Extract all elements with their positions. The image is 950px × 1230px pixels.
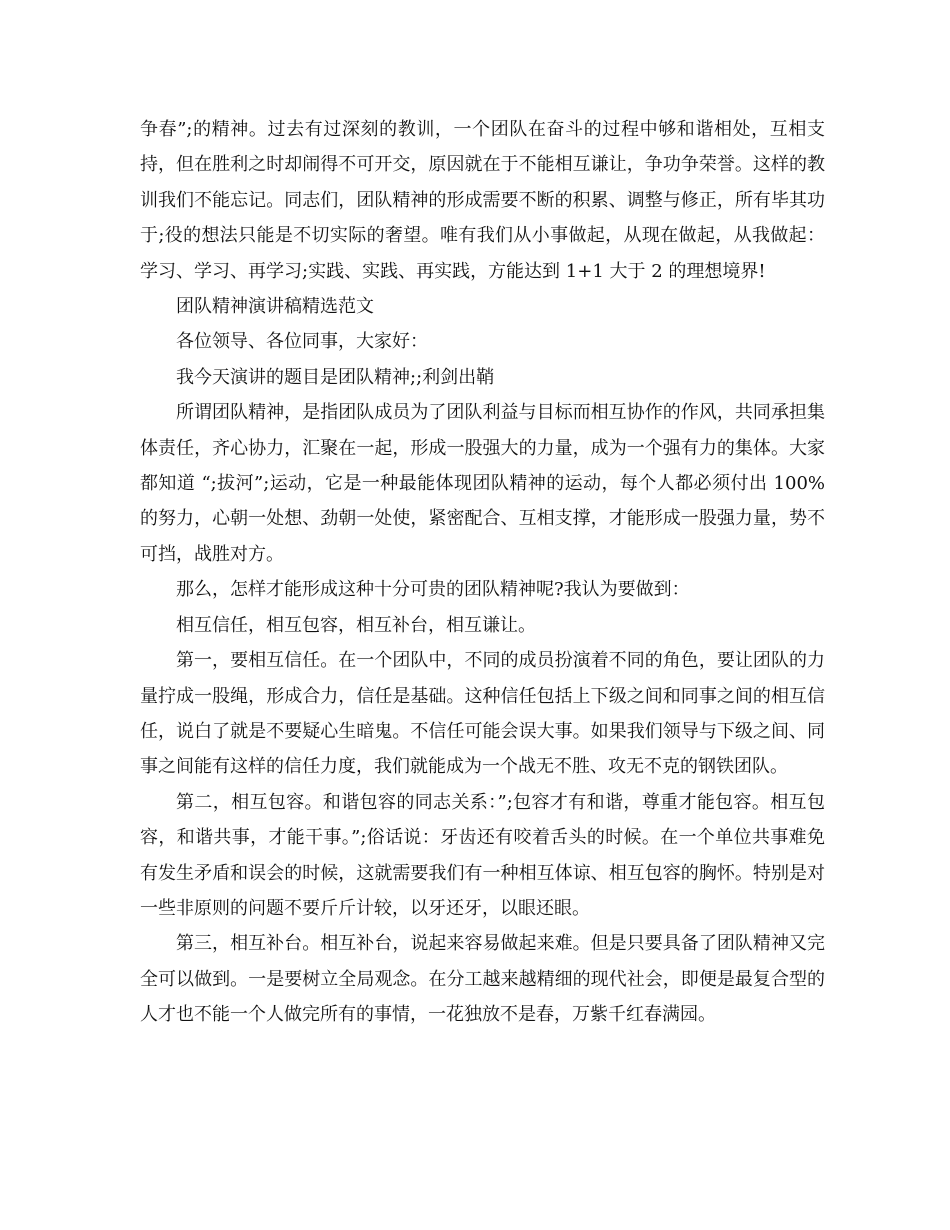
document-body <box>140 112 825 1033</box>
paragraph-continuation: 争春”;的精神。过去有过深刻的教训，一个团队在奋斗的过程中够和谐相处，互相支持，但在胜利之时却闹得不可开交，原因就在于不能相互谦让，争功争荣誉。这样的教训我们不能忘记。同志们，团队精神的形成需要不断的积累、调整与修正，所有毕其功于;役的想法只能是不切实际的奢望。唯有我们从小事做起，从现在做起，从我做起：学习、学习、再学习;实践、实践、再实践，方能达到 1+1 大于 2 的理想境界! <box>140 119 825 282</box>
paragraph-definition: 所谓团队精神，是指团队成员为了团队利益与目标而相互协作的作风，共同承担集体责任，齐心协力，汇聚在一起，形成一股强大的力量，成为一个强有力的集体。大家都知道 “;拔河”;运动，它是一种最能体现团队精神的运动，每个人都必须付出 100%的努力，心朝一处想、劲朝一处使，紧密配合、互相支撑，才能形成一股强力量，势不可挡，战胜对方。 <box>140 402 825 565</box>
paragraph-summary: 相互信任，相互包容，相互补台，相互谦让。 <box>176 614 536 636</box>
paragraph-first-point: 第一，要相互信任。在一个团队中，不同的成员扮演着不同的角色，要让团队的力量拧成一股绳，形成合力，信任是基础。这种信任包括上下级之间和同事之间的相互信任，说白了就是不要疑心生暗鬼。不信任可能会误大事。如果我们领导与下级之间、同事之间能有这样的信任力度，我们就能成为一个战无不胜、攻无不克的钢铁团队。 <box>140 650 825 778</box>
greeting: 各位领导、各位同事，大家好： <box>176 331 428 353</box>
paragraph-second-point: 第二，相互包容。和谐包容的同志关系：”;包容才有和谐，尊重才能包容。相互包容，和谐共事，才能干事。”;俗话说：牙齿还有咬着舌头的时候。在一个单位共事难免有发生矛盾和误会的时候，这就需要我们有一种相互体谅、相互包容的胸怀。特别是对一些非原则的问题不要斤斤计较，以牙还牙，以眼还眼。 <box>140 791 825 919</box>
section-title: 团队精神演讲稿精选范文 <box>176 296 374 318</box>
paragraph-question: 那么，怎样才能形成这种十分可贵的团队精神呢?我认为要做到： <box>176 579 690 601</box>
paragraph-third-point: 第三，相互补台。相互补台，说起来容易做起来难。但是只要具备了团队精神又完全可以做到。一是要树立全局观念。在分工越来越精细的现代社会，即便是最复合型的人才也不能一个人做完所有的事情，一花独放不是春，万紫千红春满园。 <box>140 933 825 1026</box>
speech-topic: 我今天演讲的题目是团队精神;;利剑出鞘 <box>176 366 495 388</box>
